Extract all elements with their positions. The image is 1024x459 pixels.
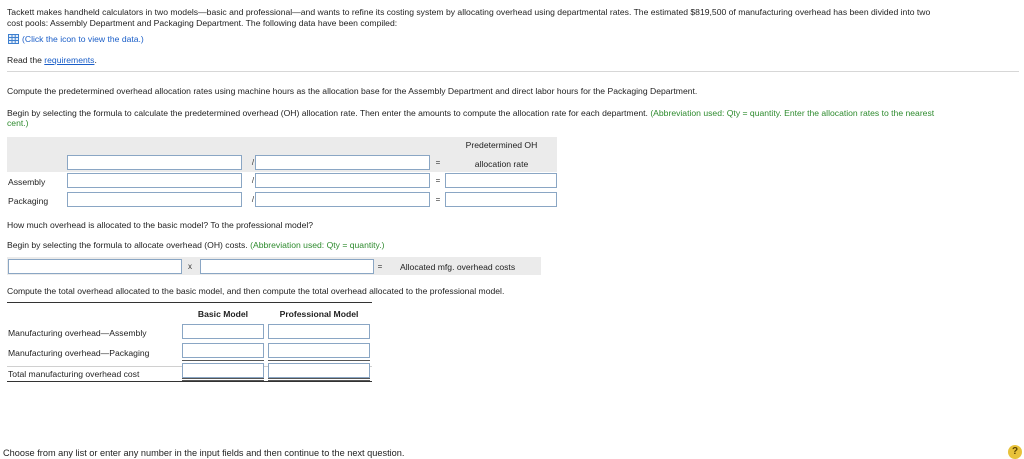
part1-note: (Abbreviation used: Qty = quantity. Enter the allocation rates to the nearest: [650, 108, 935, 118]
intro-text-line2: cost pools: Assembly Department and Packaging Department. The following data have been compiled:: [7, 18, 398, 28]
professional-total-overhead-input[interactable]: [268, 363, 370, 378]
rate-formula-numerator-select[interactable]: [67, 155, 242, 170]
part2-question: How much overhead is allocated to the basic model? To the professional model?: [7, 220, 314, 230]
professional-assembly-overhead-input[interactable]: [268, 324, 370, 339]
section-divider: [7, 71, 1019, 72]
part1-note-cont: cent.): [7, 118, 29, 128]
mfg-overhead-packaging-label: Manufacturing overhead—Packaging: [8, 348, 150, 358]
totals-table-top-rule: [7, 302, 372, 303]
professional-packaging-overhead-input[interactable]: [268, 343, 370, 358]
basic-subtotal-rule: [182, 360, 264, 361]
help-icon[interactable]: ?: [1008, 445, 1022, 459]
assembly-base-input[interactable]: [255, 173, 430, 188]
footer-hint: Choose from any list or enter any number in the input fields and then continue to the next question.: [3, 448, 405, 458]
data-table-icon[interactable]: [8, 34, 19, 44]
rate-formula-denominator-select[interactable]: [255, 155, 430, 170]
professional-model-header: Professional Model: [279, 309, 359, 319]
part3-question: Compute the total overhead allocated to the basic model, and then compute the total overhead allocated to the professional model.: [7, 286, 505, 296]
allocation-formula-right-select[interactable]: [200, 259, 374, 274]
packaging-row-label: Packaging: [8, 196, 49, 206]
assembly-row-label: Assembly: [8, 177, 46, 187]
rate-result-header-line1: Predetermined OH: [465, 140, 538, 150]
mfg-overhead-assembly-label: Manufacturing overhead—Assembly: [8, 328, 147, 338]
total-mfg-overhead-label: Total manufacturing overhead cost: [8, 369, 140, 379]
intro-text-line1: Tackett makes handheld calculators in two models—basic and professional—and wants to refine its costing system by allocating overhead using departmental rates. The estimated $819,500 of manufacturing overhead has been divided into two: [7, 7, 931, 17]
packaging-base-input[interactable]: [255, 192, 430, 207]
professional-subtotal-rule: [268, 360, 370, 361]
part1-instruction-text: Begin by selecting the formula to calculate the predetermined overhead (OH) allocation rate. Then enter the amounts to compute the allocation rate for each department.: [7, 108, 651, 118]
part1-instruction: [7, 108, 934, 118]
basic-total-overhead-input[interactable]: [182, 363, 264, 378]
allocated-overhead-label: Allocated mfg. overhead costs: [400, 262, 516, 272]
assembly-rate-input[interactable]: [445, 173, 557, 188]
rate-result-header: [445, 140, 558, 169]
packaging-divide-operator: /: [251, 195, 255, 204]
basic-packaging-overhead-input[interactable]: [182, 343, 264, 358]
part2-instruction-text: Begin by selecting the formula to allocate overhead (OH) costs.: [7, 240, 251, 250]
requirements-link[interactable]: requirements: [44, 55, 95, 65]
basic-model-header: Basic Model: [197, 309, 249, 319]
allocation-equals-operator: =: [377, 262, 383, 271]
assembly-overhead-input[interactable]: [67, 173, 242, 188]
assembly-divide-operator: /: [251, 176, 255, 185]
basic-assembly-overhead-input[interactable]: [182, 324, 264, 339]
read-requirements-line: [7, 55, 97, 65]
part2-instruction: [7, 240, 384, 250]
packaging-overhead-input[interactable]: [67, 192, 242, 207]
totals-table-bottom-rule: [7, 381, 372, 382]
equals-operator: =: [435, 158, 441, 167]
rate-result-header-line2: allocation rate: [474, 159, 529, 169]
assembly-equals-operator: =: [435, 176, 441, 185]
packaging-equals-operator: =: [435, 195, 441, 204]
multiply-operator: x: [188, 262, 192, 271]
part2-note: (Abbreviation used: Qty = quantity.): [250, 240, 385, 250]
read-prefix: Read the: [7, 55, 45, 65]
read-suffix: .: [94, 55, 97, 65]
divide-operator: /: [251, 158, 255, 167]
packaging-rate-input[interactable]: [445, 192, 557, 207]
view-data-link[interactable]: (Click the icon to view the data.): [22, 34, 144, 44]
part1-question: Compute the predetermined overhead allocation rates using machine hours as the allocation base for the Assembly Department and direct labor hours for the Packaging Department.: [7, 86, 698, 96]
allocation-formula-left-select[interactable]: [8, 259, 182, 274]
